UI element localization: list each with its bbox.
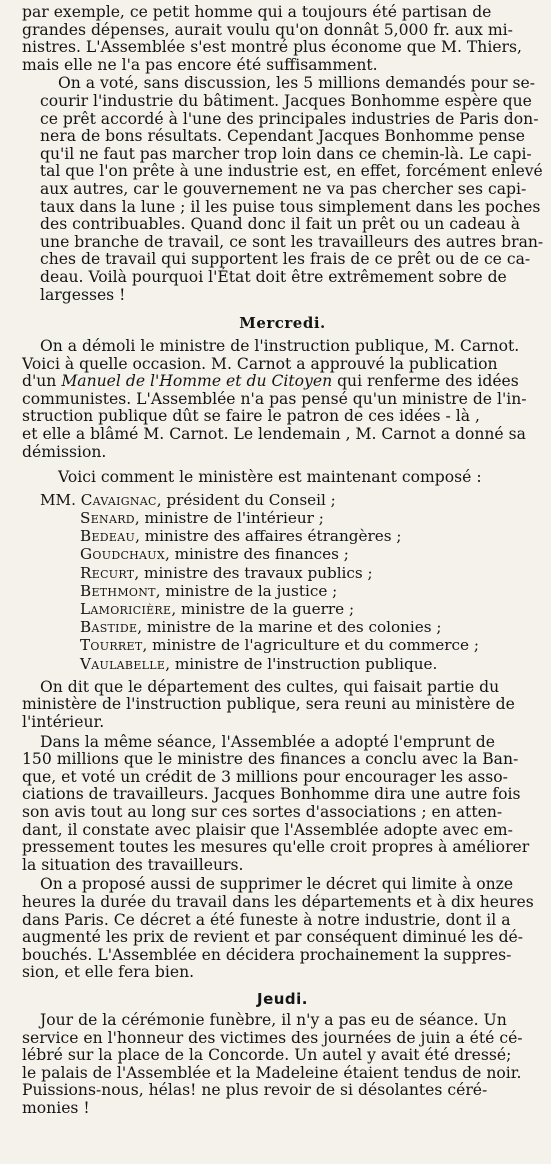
minister-name: Cavaignac: [80, 490, 157, 509]
paragraph-ministere-intro: [22, 469, 543, 487]
minister-role: , ministre de la justice ;: [155, 581, 338, 600]
text-line: ches de travail qui supportent les frais de ce prêt ou de ce ca-: [40, 250, 531, 269]
text-line: et elle a blâmé M. Carnot. Le lendemain , M. Carnot a donné sa: [22, 425, 526, 444]
paragraph-decret: [22, 876, 543, 982]
ministers-list: [22, 491, 543, 673]
text-line: taux dans la lune ; il les puise tous simplement dans les poches: [40, 197, 541, 216]
text-line: sion, et elle fera bien.: [22, 963, 195, 982]
text-line: courir l'industrie du bâtiment. Jacques Bonhomme espère que: [40, 91, 532, 110]
section-heading-mercredi: Mercredi.: [239, 314, 326, 333]
text-line: On a démoli le ministre de l'instruction publique, M. Carnot.: [40, 337, 520, 356]
text-line: service en l'honneur des victimes des journées de juin a été cé-: [22, 1028, 523, 1047]
minister-role: , ministre de la marine et des colonies ;: [137, 618, 442, 637]
text-line: Voici comment le ministère est maintenant composé :: [58, 468, 482, 487]
minister-name: Tourret: [80, 636, 143, 655]
minister-row: [22, 636, 543, 654]
minister-role: , ministre des travaux publics ;: [134, 563, 373, 582]
text-line: struction publique dût se faire le patron de ces idées - là ,: [22, 407, 480, 426]
paragraph-emprunt: [22, 734, 543, 875]
text-line: aux autres, car le gouvernement ne va pas chercher ses capi-: [40, 179, 527, 198]
text-line: des contribuables. Quand donc il fait un prêt ou un cadeau à: [40, 215, 521, 234]
minister-row: [22, 655, 543, 673]
section-heading-jeudi: Jeudi.: [256, 989, 308, 1008]
minister-role: , ministre des affaires étrangères ;: [135, 527, 402, 546]
text-line: nistres. L'Assemblée s'est montré plus économe que M. Thiers,: [22, 38, 522, 57]
text-line: Voici à quelle occasion. M. Carnot a approuvé la publication: [22, 354, 498, 373]
text-line: largesses !: [40, 285, 126, 304]
text-line: tal que l'on prête à une industrie est, en effet, forcément enlevé: [39, 162, 543, 181]
text-line: deau. Voilà pourquoi l'État doit être extrêmement sobre de: [40, 267, 507, 286]
text-line: lébré sur la place de la Concorde. Un autel y avait été dressé;: [22, 1046, 512, 1065]
text-line: ce prêt accordé à l'une des principales industries de Paris don-: [40, 109, 539, 128]
text-fragment: d'un: [22, 372, 62, 391]
paragraph-thiers: [22, 4, 543, 74]
text-line: monies !: [22, 1098, 90, 1117]
minister-row: [22, 509, 543, 527]
text-line: Puissions-nous, hélas! ne plus revoir de si désolantes céré-: [22, 1081, 488, 1100]
minister-name: Bastide: [80, 618, 138, 637]
text-line: que, et voté un crédit de 3 millions pour encourager les asso-: [22, 767, 508, 786]
text-line: ministère de l'instruction publique, sera reuni au ministère de: [22, 695, 515, 714]
paragraph-carnot: [22, 338, 543, 461]
minister-role: , ministre des finances ;: [165, 545, 349, 564]
text-line: communistes. L'Assemblée n'a pas pensé qu'un ministre de l'in-: [22, 389, 527, 408]
text-line: mais elle ne l'a pas encore été suffisamment.: [22, 55, 378, 74]
text-line: bouchés. L'Assemblée en décidera prochainement la suppres-: [22, 945, 512, 964]
text-line: une branche de travail, ce sont les travailleurs des autres bran-: [40, 232, 544, 251]
text-line: démission.: [22, 442, 107, 461]
minister-name: Bethmont: [80, 581, 156, 600]
text-line: heures la durée du travail dans les départements et à dix heures: [22, 893, 534, 911]
minister-name: Lamoricière: [80, 600, 172, 619]
text-line: dant, il constate avec plaisir que l'Assemblée adopte avec em-: [22, 820, 513, 839]
minister-row: [22, 527, 543, 545]
text-line: grandes dépenses, aurait voulu qu'on donnât 5,000 fr. aux mi-: [22, 20, 513, 39]
minister-row: [22, 491, 543, 509]
text-fragment: qui renferme des idées: [332, 372, 519, 391]
text-line: augmenté les prix de revient et par conséquent diminué les dé-: [22, 928, 524, 947]
minister-row: [22, 545, 543, 563]
text-line: On a voté, sans discussion, les 5 millions demandés pour se-: [58, 74, 536, 93]
minister-name: Recurt: [80, 563, 135, 582]
minister-role: , ministre de l'intérieur ;: [134, 509, 324, 528]
minister-role: , président du Conseil ;: [156, 490, 336, 509]
text-line: l'intérieur.: [22, 713, 105, 732]
text-line: pressement toutes les mesures qu'elle croit propres à améliorer: [22, 838, 530, 857]
text-line: Dans la même séance, l'Assemblée a adopté l'emprunt de: [40, 732, 496, 751]
minister-row: [22, 582, 543, 600]
minister-role: , ministre de la guerre ;: [171, 600, 355, 619]
book-title: Manuel de l'Homme et du Citoyen: [61, 372, 333, 391]
minister-role: , ministre de l'agriculture et du commerce ;: [142, 636, 479, 655]
text-line: qu'il ne faut pas marcher trop loin dans ce chemin-là. Le capi-: [40, 144, 532, 163]
minister-role: , ministre de l'instruction publique.: [165, 654, 438, 673]
minister-name: Bedeau: [80, 527, 136, 546]
text-line: le palais de l'Assemblée et la Madeleine étaient tendus de noir.: [22, 1063, 522, 1082]
text-line-manuel: [22, 373, 543, 391]
minister-name: Goudchaux: [80, 545, 165, 564]
text-line: dans Paris. Ce décret a été funeste à notre industrie, dont il a: [22, 910, 511, 929]
paragraph-batiment: [22, 75, 543, 304]
text-line: On a proposé aussi de supprimer le décret qui limite à onze: [40, 875, 514, 894]
minister-row: [22, 600, 543, 618]
minister-name: Vaulabelle: [80, 654, 166, 673]
paragraph-cultes: [22, 679, 543, 732]
text-line: 150 millions que le ministre des finances a conclu avec la Ban-: [22, 750, 519, 769]
text-line: par exemple, ce petit homme qui a toujours été partisan de: [22, 3, 492, 21]
minister-row: [22, 564, 543, 582]
paragraph-ceremonie: [22, 1012, 543, 1118]
text-line: nera de bons résultats. Cependant Jacques Bonhomme pense: [40, 127, 525, 146]
minister-name: Senard: [80, 509, 135, 528]
text-line: Jour de la cérémonie funèbre, il n'y a pas eu de séance. Un: [40, 1010, 507, 1029]
text-line: ciations de travailleurs. Jacques Bonhomme dira une autre fois: [22, 785, 521, 804]
text-line: On dit que le département des cultes, qui faisait partie du: [40, 677, 500, 696]
text-line: son avis tout au long sur ces sortes d'associations ; en atten-: [22, 803, 503, 822]
minister-prefix: MM.: [40, 490, 81, 509]
text-line: la situation des travailleurs.: [22, 855, 244, 874]
minister-row: [22, 618, 543, 636]
